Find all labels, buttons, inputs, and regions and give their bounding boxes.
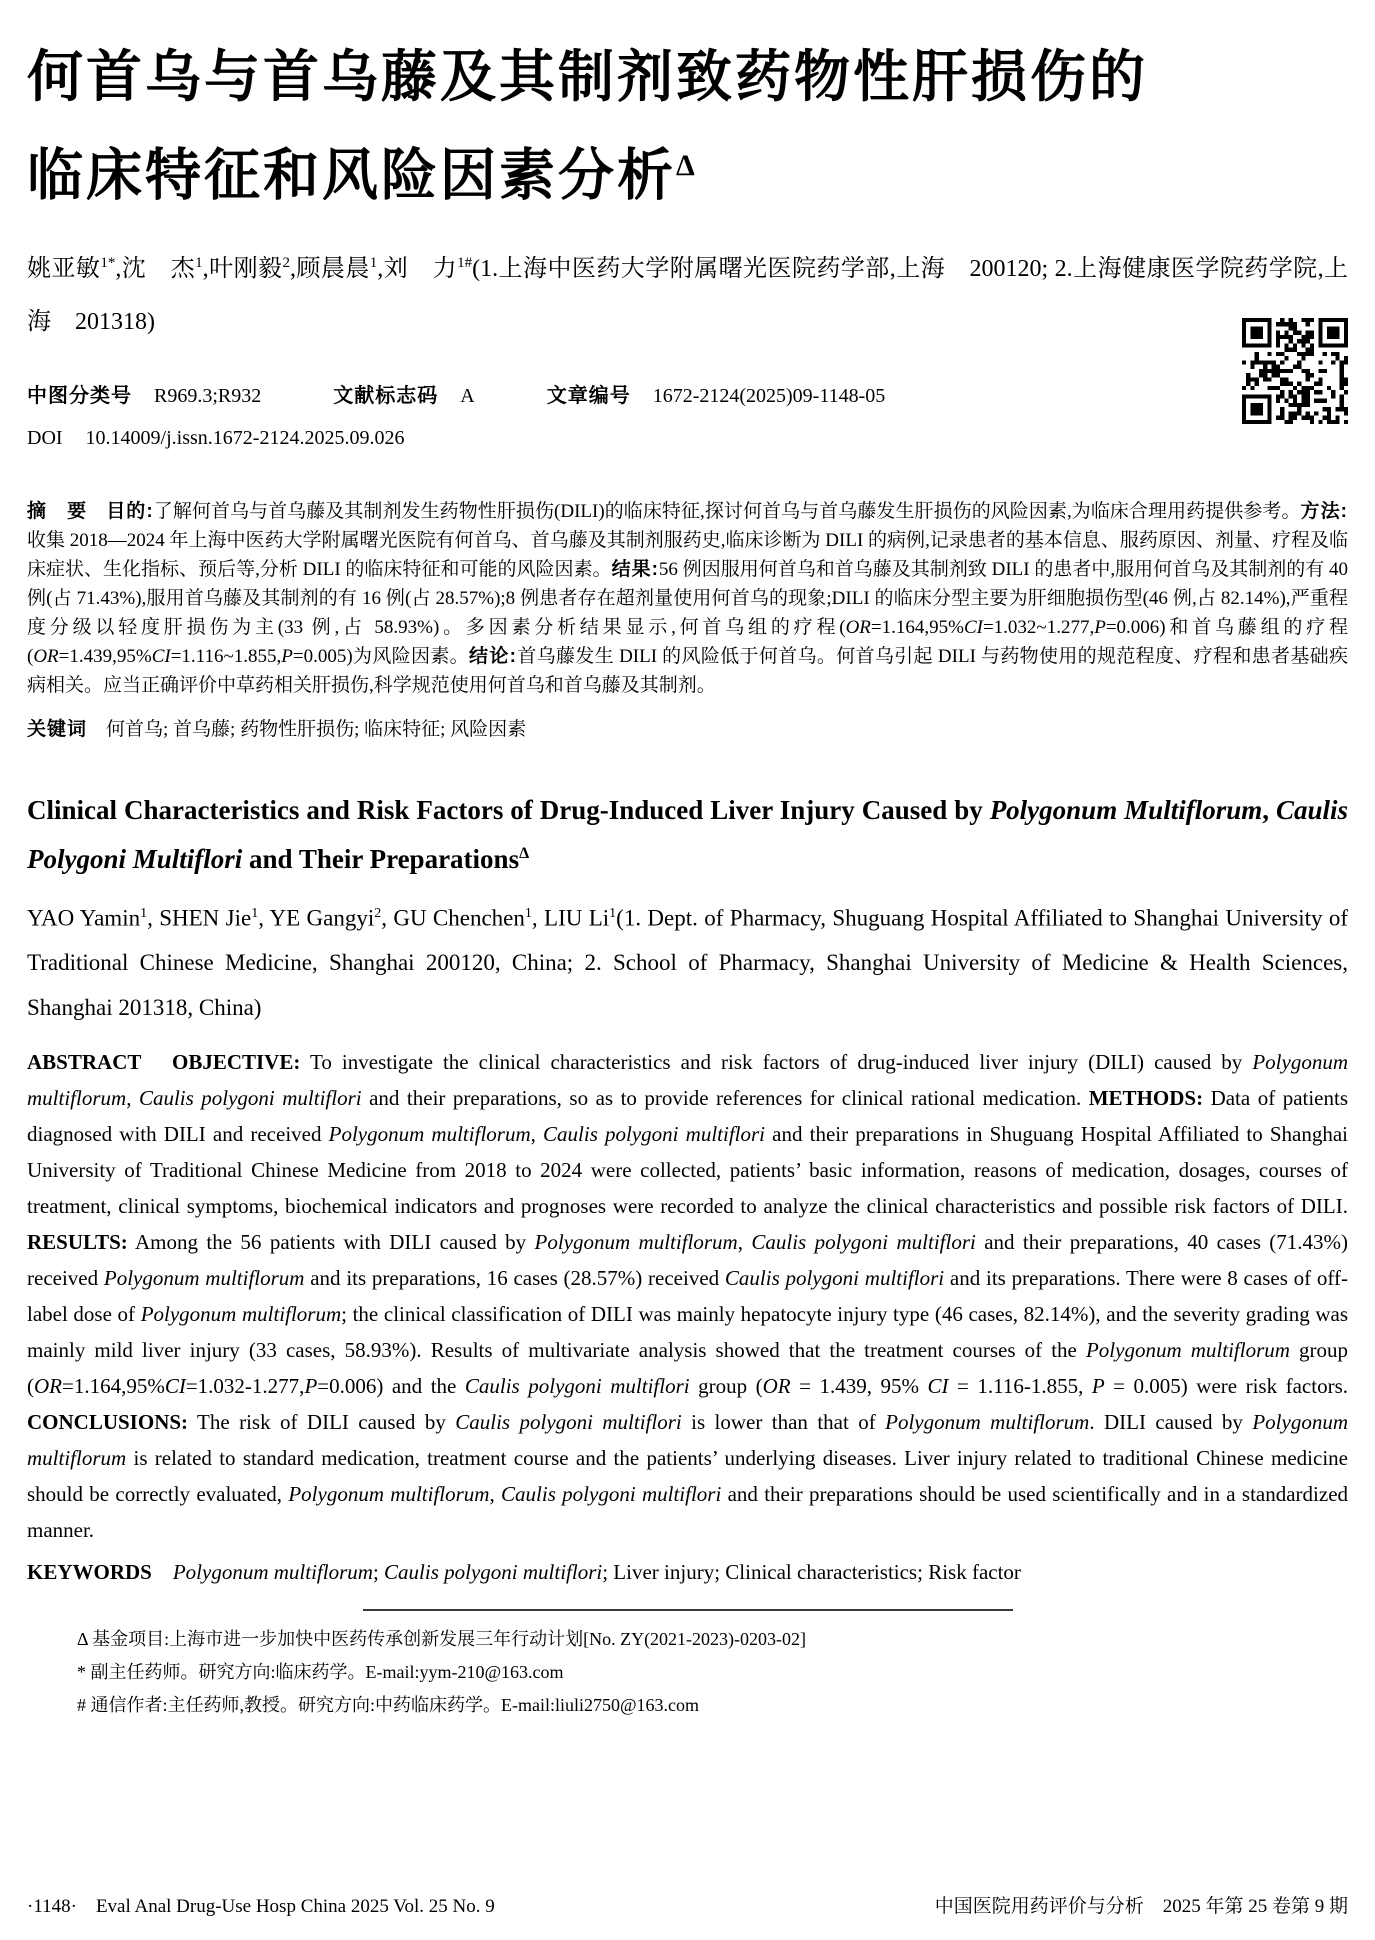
footnote-divider bbox=[363, 1609, 1013, 1611]
clc-label: 中图分类号 bbox=[27, 384, 132, 407]
paper-title-cn-line2: 临床特征和风险因素分析$^\Delta$ bbox=[27, 145, 698, 208]
authors-affiliations-cn: 姚亚敏$^{1*}$,沈 杰$^1$,叶刚毅$^2$,顾晨晨$^1$,刘 力$^{1\#}$(1.上海中医药大学附属曙光医院药学部,上海 200120; 2.上海健康医学院药学院,上海 201318) bbox=[27, 254, 1349, 335]
doc-code-label: 文献标志码 bbox=[333, 384, 439, 407]
qr-code bbox=[1242, 318, 1348, 424]
footer-left-page-info: ·1148· Eval Anal Drug-Use Hosp China 2025 Vol. 25 No. 9 bbox=[27, 1896, 495, 1917]
doi-line bbox=[27, 425, 1348, 451]
article-no-label: 文章编号 bbox=[546, 384, 631, 407]
clc-value: R969.3;R932 bbox=[154, 384, 262, 407]
authors-affiliations-en: YAO Yamin$^1$, SHEN Jie$^1$, YE Gangyi$^2$, GU Chenchen$^1$, LIU Li$^1$(1. Dept. of Pharmacy, Shuguang Hospital Affiliated to Shanghai University of Traditional Chinese Medicine, Shanghai 200120, China; 2. School of Pharmacy, Shanghai University of Medicine & Health Sciences, Shanghai 201318, China) bbox=[27, 905, 1348, 1021]
paper-title-en: Clinical Characteristics and Risk Factors of Drug-Induced Liver Injury Caused by Polygonum Multiflorum, Caulis Polygoni Multiflori and Their Preparations$^\Delta$ bbox=[27, 794, 1348, 874]
footer-right-journal-info: 中国医院用药评价与分析 2025 年第 25 卷第 9 期 bbox=[934, 1896, 1348, 1917]
doi-label: DOI bbox=[27, 426, 63, 449]
meta-line bbox=[27, 383, 1348, 409]
doi-value: 10.14009/j.issn.1672-2124.2025.09.026 bbox=[85, 426, 405, 449]
paper-title-cn-line1: 何首乌与首乌藤及其制剂致药物性肝损伤的 bbox=[27, 47, 1148, 109]
article-no-value: 1672-2124(2025)09-1148-05 bbox=[652, 384, 886, 407]
keywords-cn: 关键词 何首乌; 首乌藤; 药物性肝损伤; 临床特征; 风险因素 bbox=[27, 718, 527, 740]
keywords-en: KEYWORDS Polygonum multiflorum; Caulis polygoni multiflori; Liver injury; Clinical characteristics; Risk factor bbox=[27, 1560, 1021, 1585]
article-meta bbox=[27, 383, 1348, 451]
footnote-first-author: * 副主任药师。研究方向:临床药学。E-mail:yym-210@163.com bbox=[77, 1662, 564, 1683]
footnote-funding: Δ 基金项目:上海市进一步加快中医药传承创新发展三年行动计划[No. ZY(2021-2023)-0203-02] bbox=[77, 1629, 807, 1650]
doc-code-value: A bbox=[460, 384, 475, 407]
paper-title-cn bbox=[27, 34, 1348, 221]
page-footer bbox=[27, 1891, 1348, 1918]
footnotes bbox=[27, 1623, 1348, 1722]
footnote-corresponding-author: # 通信作者:主任药师,教授。研究方向:中药临床药学。E-mail:liuli2750@163.com bbox=[77, 1695, 700, 1716]
qr-code-image bbox=[1242, 318, 1348, 424]
abstract-en: ABSTRACT OBJECTIVE: To investigate the clinical characteristics and risk factors of drug-induced liver injury (DILI) caused by Polygonum multiflorum, Caulis polygoni multiflori and their preparations, so as to provide references for clinical rational medication. METHODS: Data of patients diagnosed with DILI and received Polygonum multiflorum, Caulis polygoni multiflori and their preparations in Shuguang Hospital Affiliated to Shanghai University of Traditional Chinese Medicine from 2018 to 2024 were collected, patients’ basic information, reasons of medication, dosages, courses of treatment, clinical symptoms, biochemical indicators and prognoses were recorded to analyze the clinical characteristics and possible risk factors of DILI. RESULTS: Among the 56 patients with DILI caused by Polygonum multiflorum, Caulis polygoni multiflori and their preparations, 40 cases (71.43%) received Polygonum multiflorum and its preparations, 16 cases (28.57%) received Caulis polygoni multiflori and its preparations. There were 8 cases of off-label dose of Polygonum multiflorum; the clinical classification of DILI was mainly hepatocyte injury type (46 cases, 82.14%), and the severity grading was mainly mild liver injury (33 cases, 58.93%). Results of multivariate analysis showed that the treatment courses of the Polygonum multiflorum group (OR=1.164,95%CI=1.032-1.277,P=0.006) and the Caulis polygoni multiflori group (OR = 1.439, 95% CI = 1.116-1.855, P = 0.005) were risk factors. CONCLUSIONS: The risk of DILI caused by Caulis polygoni multiflori is lower than that of Polygonum multiflorum. DILI caused by Polygonum multiflorum is related to standard medication, treatment course and the patients’ underlying diseases. Liver injury related to traditional Chinese medicine should be correctly evaluated, Polygonum multiflorum, Caulis polygoni multiflori and their preparations should be used scientifically and in a standardized manner. bbox=[27, 1050, 1349, 1543]
abstract-cn: 摘 要 目的:了解何首乌与首乌藤及其制剂发生药物性肝损伤(DILI)的临床特征,探讨何首乌与首乌藤发生肝损伤的风险因素,为临床合理用药提供参考。方法:收集 2018—2024 年上海中医药大学附属曙光医院有何首乌、首乌藤及其制剂服药史,临床诊断为 DILI 的病例,记录患者的基本信息、服药原因、剂量、疗程及临床症状、生化指标、预后等,分析 DILI 的临床特征和可能的风险因素。结果:56 例因服用何首乌和首乌藤及其制剂致 DILI 的患者中,服用何首乌及其制剂的有 40 例(占 71.43%),服用首乌藤及其制剂的有 16 例(占 28.57%);8 例患者存在超剂量使用何首乌的现象;DILI 的临床分型主要为肝细胞损伤型(46 例,占 82.14%),严重程度分级以轻度肝损伤为主(33 例,占 58.93%)。多因素分析结果显示,何首乌组的疗程(OR=1.164,95%CI=1.032~1.277,P=0.006)和首乌藤组的疗程(OR=1.439,95%CI=1.116~1.855,P=0.005)为风险因素。结论:首乌藤发生 DILI 的风险低于何首乌。何首乌引起 DILI 与药物使用的规范程度、疗程和患者基础疾病相关。应当正确评价中草药相关肝损伤,科学规范使用何首乌和首乌藤及其制剂。 bbox=[27, 500, 1349, 696]
